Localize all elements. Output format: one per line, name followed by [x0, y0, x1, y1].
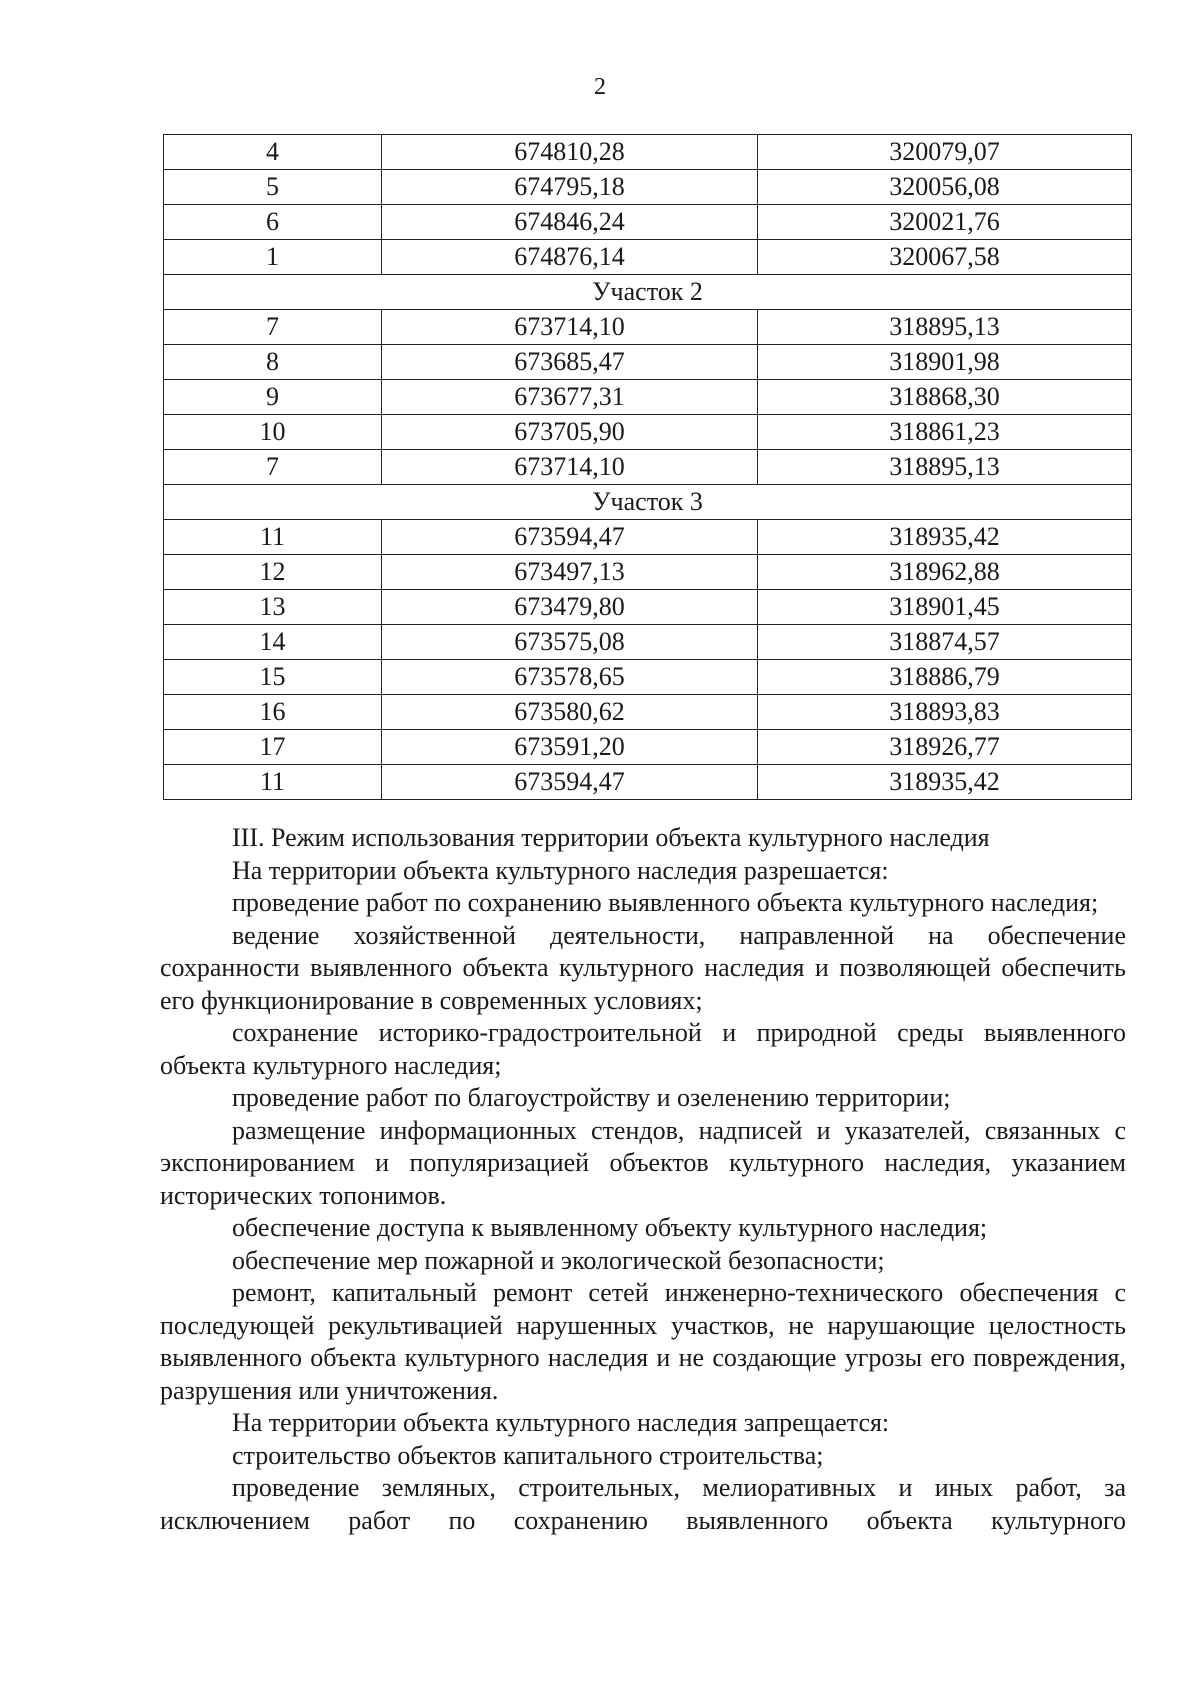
table-row	[164, 625, 1132, 660]
point-number-cell: 6	[164, 205, 382, 240]
allowed-item: проведение работ по благоустройству и озеленению территории;	[232, 1083, 951, 1112]
table-section-row	[164, 485, 1132, 520]
point-number-cell: 8	[164, 345, 382, 380]
point-number-cell: 4	[164, 135, 382, 170]
coordinate-x-cell: 673714,10	[382, 450, 758, 485]
coordinate-y-cell: 318895,13	[758, 310, 1132, 345]
section-heading: III. Режим использования территории объекта культурного наследия	[232, 823, 990, 852]
coordinate-y-cell: 320067,58	[758, 240, 1132, 275]
table-section-row	[164, 275, 1132, 310]
coordinates-table	[163, 134, 1132, 800]
allowed-item: обеспечение доступа к выявленному объекту культурного наследия;	[232, 1213, 988, 1242]
coordinate-y-cell: 320079,07	[758, 135, 1132, 170]
coordinate-y-cell: 318895,13	[758, 450, 1132, 485]
prohibited-intro: На территории объекта культурного наследия запрещается:	[232, 1408, 890, 1437]
coordinate-y-cell: 318861,23	[758, 415, 1132, 450]
coordinate-x-cell: 673677,31	[382, 380, 758, 415]
coordinate-y-cell: 318868,30	[758, 380, 1132, 415]
coordinate-x-cell: 673714,10	[382, 310, 758, 345]
regime-section	[160, 822, 1126, 1537]
prohibited-item: строительство объектов капитального строительства;	[232, 1440, 824, 1470]
coordinate-y-cell: 318893,83	[758, 695, 1132, 730]
coordinate-x-cell: 674876,14	[382, 240, 758, 275]
allowed-item: обеспечение мер пожарной и экологической безопасности;	[232, 1245, 885, 1275]
coordinate-x-cell: 673497,13	[382, 555, 758, 590]
point-number-cell: 1	[164, 240, 382, 275]
point-number-cell: 12	[164, 555, 382, 590]
page-number: 2	[594, 74, 606, 100]
coordinates-table-body	[164, 135, 1132, 800]
table-row	[164, 520, 1132, 555]
coordinate-x-cell: 673479,80	[382, 590, 758, 625]
allowed-intro: На территории объекта культурного наследия разрешается:	[232, 855, 889, 885]
point-number-cell: 11	[164, 520, 382, 555]
allowed-item: ведение хозяйственной деятельности, направленной на обеспечение сохранности выявленного объекта культурного наследия и позволяющей обеспечить его функционирование в современных условиях;	[160, 920, 1126, 1015]
coordinate-y-cell: 320021,76	[758, 205, 1132, 240]
coordinate-x-cell: 673594,47	[382, 765, 758, 800]
section-label: Участок 2	[164, 275, 1132, 310]
table-row	[164, 135, 1132, 170]
table-row	[164, 450, 1132, 485]
point-number-cell: 7	[164, 450, 382, 485]
allowed-item: проведение работ по сохранению выявленного объекта культурного наследия;	[232, 888, 1099, 917]
coordinate-y-cell: 318926,77	[758, 730, 1132, 765]
coordinate-x-cell: 673685,47	[382, 345, 758, 380]
point-number-cell: 13	[164, 590, 382, 625]
coordinate-y-cell: 318874,57	[758, 625, 1132, 660]
point-number-cell: 16	[164, 695, 382, 730]
coordinate-y-cell: 318886,79	[758, 660, 1132, 695]
point-number-cell: 14	[164, 625, 382, 660]
table-row	[164, 590, 1132, 625]
coordinate-y-cell: 318935,42	[758, 520, 1132, 555]
coordinate-x-cell: 673580,62	[382, 695, 758, 730]
allowed-item: сохранение историко-градостроительной и природной среды выявленного объекта культурного наследия;	[160, 1018, 1126, 1080]
table-row	[164, 310, 1132, 345]
point-number-cell: 11	[164, 765, 382, 800]
point-number-cell: 15	[164, 660, 382, 695]
allowed-item: размещение информационных стендов, надписей и указателей, связанных с экспонированием и популяризацией объектов культурного наследия, указанием исторических топонимов.	[160, 1115, 1126, 1210]
coordinate-x-cell: 673594,47	[382, 520, 758, 555]
point-number-cell: 9	[164, 380, 382, 415]
coordinate-x-cell: 673705,90	[382, 415, 758, 450]
coordinate-x-cell: 674795,18	[382, 170, 758, 205]
table-row	[164, 170, 1132, 205]
table-row	[164, 765, 1132, 800]
coordinate-x-cell: 673575,08	[382, 625, 758, 660]
table-row	[164, 555, 1132, 590]
table-row	[164, 345, 1132, 380]
point-number-cell: 5	[164, 170, 382, 205]
coordinate-x-cell: 674846,24	[382, 205, 758, 240]
coordinate-x-cell: 673578,65	[382, 660, 758, 695]
point-number-cell: 17	[164, 730, 382, 765]
table-row	[164, 380, 1132, 415]
table-row	[164, 730, 1132, 765]
coordinate-y-cell: 318901,45	[758, 590, 1132, 625]
point-number-cell: 10	[164, 415, 382, 450]
table-row	[164, 660, 1132, 695]
coordinate-y-cell: 318935,42	[758, 765, 1132, 800]
allowed-item: ремонт, капитальный ремонт сетей инженерно-технического обеспечения с последующей рекультивацией нарушенных участков, не нарушающие целостность выявленного объекта культурного наследия и не создающие угрозы его повреждения, разрушения или уничтожения.	[160, 1278, 1126, 1405]
table-row	[164, 695, 1132, 730]
coordinate-y-cell: 318962,88	[758, 555, 1132, 590]
table-row	[164, 205, 1132, 240]
coordinate-x-cell: 674810,28	[382, 135, 758, 170]
table-row	[164, 240, 1132, 275]
prohibited-item: проведение земляных, строительных, мелиоративных и иных работ, за исключением работ по сохранению выявленного объекта культурного	[160, 1473, 1126, 1535]
coordinate-y-cell: 318901,98	[758, 345, 1132, 380]
point-number-cell: 7	[164, 310, 382, 345]
coordinate-x-cell: 673591,20	[382, 730, 758, 765]
coordinate-y-cell: 320056,08	[758, 170, 1132, 205]
table-row	[164, 415, 1132, 450]
section-label: Участок 3	[164, 485, 1132, 520]
